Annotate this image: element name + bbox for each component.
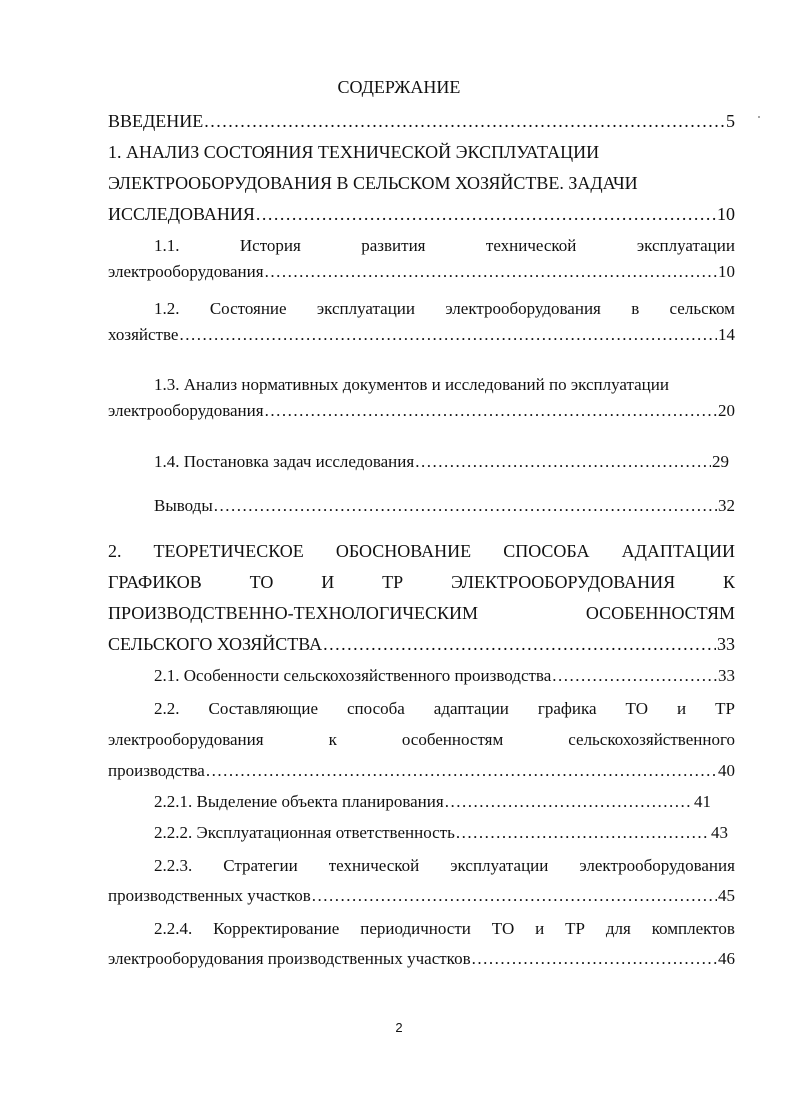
entry-text: электрооборудования	[108, 262, 264, 281]
leader-dots	[456, 820, 710, 846]
toc-entry-1-4	[108, 449, 729, 475]
entry-word: 1.1.	[154, 236, 180, 255]
entry-word: в	[631, 299, 640, 318]
entry-word: ТР	[565, 919, 585, 938]
toc-entry-introduction	[108, 106, 735, 137]
toc-entry-chapter-1	[108, 137, 735, 230]
entry-justified-line	[108, 916, 735, 942]
entry-word: развития	[361, 236, 426, 255]
entry-word: ТР	[382, 572, 404, 592]
entry-page: 40	[718, 761, 735, 780]
entry-justified-line	[108, 536, 735, 567]
toc-entry-2-2-2	[108, 820, 728, 846]
entry-page: 20	[718, 401, 735, 420]
toc-entry-1-2	[108, 296, 735, 348]
entry-word: ГРАФИКОВ	[108, 572, 202, 592]
entry-text: 2.1. Особенности сельскохозяйственного производства	[154, 666, 552, 685]
entry-text: производства	[108, 761, 205, 780]
entry-text: ЭЛЕКТРООБОРУДОВАНИЯ В СЕЛЬСКОМ ХОЗЯЙСТВЕ. ЗАДАЧИ	[108, 173, 638, 193]
leader-dots	[323, 629, 716, 660]
entry-justified-line	[108, 567, 735, 598]
entry-word: К	[722, 572, 735, 592]
entry-word: электрооборудования	[108, 730, 264, 749]
entry-text: 1.3. Анализ нормативных документов и исследований по эксплуатации	[154, 375, 669, 394]
entry-justified-line	[108, 598, 735, 629]
entry-word: эксплуатации	[636, 236, 735, 255]
entry-justified-line	[108, 853, 735, 879]
entry-page: 10	[717, 204, 735, 224]
toc-entry-1-1	[108, 233, 735, 285]
entry-word: ОСОБЕННОСТЯМ	[585, 603, 735, 623]
leader-dots	[445, 789, 693, 815]
entry-text: 2.2.2. Эксплуатационная ответственность	[154, 823, 455, 842]
toc-entry-2-2	[108, 696, 735, 784]
entry-text: ВВЕДЕНИЕ	[108, 111, 204, 131]
entry-text: ИССЛЕДОВАНИЯ	[108, 204, 255, 224]
entry-page: 29	[712, 452, 729, 471]
entry-word: графика	[537, 699, 597, 718]
entry-word: Составляющие	[208, 699, 319, 718]
toc-entry-chapter-2	[108, 536, 735, 660]
entry-word: эксплуатации	[316, 299, 415, 318]
entry-text: производственных участков	[108, 886, 311, 905]
entry-word: ТО	[249, 572, 274, 592]
entry-word: ТР	[715, 699, 735, 718]
entry-word: 2.2.4.	[154, 919, 193, 938]
entry-word: к	[328, 730, 337, 749]
entry-text: электрооборудования производственных участков	[108, 949, 471, 968]
entry-text: Выводы	[154, 496, 213, 515]
toc-entry-2-1	[108, 663, 735, 689]
entry-word: И	[321, 572, 335, 592]
leader-dots	[415, 449, 711, 475]
entry-word: эксплуатации	[450, 856, 549, 875]
entry-word: 2.2.3.	[154, 856, 193, 875]
entry-page: 32	[718, 496, 735, 515]
entry-word: ОБОСНОВАНИЕ	[335, 541, 472, 561]
entry-word: Стратегии	[223, 856, 298, 875]
entry-word: сельском	[669, 299, 735, 318]
entry-text: 1.4. Постановка задач исследования	[154, 452, 415, 471]
toc-entry-2-2-3	[108, 853, 735, 909]
entry-word: ПРОИЗВОДСТВЕННО-ТЕХНОЛОГИЧЕСКИМ	[108, 603, 479, 623]
entry-word: СПОСОБА	[503, 541, 590, 561]
entry-text: электрооборудования	[108, 401, 264, 420]
entry-page: 43	[711, 823, 728, 842]
entry-page: 46	[718, 949, 735, 968]
leader-dots	[472, 946, 717, 972]
entry-word: 2.2.	[154, 699, 180, 718]
leader-dots	[179, 322, 717, 348]
entry-word: История	[239, 236, 301, 255]
entry-word: и	[535, 919, 545, 938]
page-number: 2	[395, 1020, 403, 1035]
entry-word: способа	[347, 699, 405, 718]
toc-entry-1-3	[108, 372, 735, 424]
entry-word: Корректирование	[213, 919, 340, 938]
leader-dots	[552, 663, 717, 689]
entry-text: СЕЛЬСКОГО ХОЗЯЙСТВА	[108, 634, 323, 654]
entry-word: 2.	[108, 541, 122, 561]
entry-justified-line	[108, 727, 735, 753]
toc-entry-conclusions	[108, 493, 735, 519]
entry-word: АДАПТАЦИИ	[621, 541, 735, 561]
entry-page: 14	[718, 325, 735, 344]
entry-word: технической	[485, 236, 577, 255]
leader-dots	[265, 259, 717, 285]
entry-word: ТО	[491, 919, 515, 938]
leader-dots	[206, 758, 717, 784]
leader-dots	[204, 106, 725, 137]
entry-word: сельскохозяйственного	[568, 730, 735, 749]
entry-word: электрооборудования	[579, 856, 735, 875]
entry-page: 33	[717, 634, 735, 654]
entry-word: для	[605, 919, 631, 938]
entry-word: особенностям	[401, 730, 504, 749]
entry-text: 2.2.1. Выделение объекта планирования	[154, 792, 444, 811]
entry-page: 45	[718, 886, 735, 905]
leader-dots	[214, 493, 717, 519]
toc-entry-2-2-4	[108, 916, 735, 972]
entry-word: ТО	[625, 699, 648, 718]
toc-title: СОДЕРЖАНИЕ	[337, 77, 461, 97]
entry-page: 33	[718, 666, 735, 685]
entry-text: 1. АНАЛИЗ СОСТОЯНИЯ ТЕХНИЧЕСКОЙ ЭКСПЛУАТАЦИИ	[108, 142, 600, 162]
entry-justified-line	[108, 296, 735, 322]
entry-page: 41	[694, 792, 711, 811]
scan-speck	[758, 116, 760, 118]
entry-justified-line	[108, 696, 735, 722]
leader-dots	[312, 883, 717, 909]
entry-word: технической	[328, 856, 420, 875]
entry-word: Состояние	[209, 299, 287, 318]
entry-word: 1.2.	[154, 299, 180, 318]
entry-word: комплектов	[651, 919, 735, 938]
entry-word: периодичности	[360, 919, 471, 938]
entry-page: 5	[726, 111, 735, 131]
entry-word: электрооборудования	[445, 299, 601, 318]
entry-word: ТЕОРЕТИЧЕСКОЕ	[153, 541, 304, 561]
entry-word: адаптации	[433, 699, 509, 718]
entry-justified-line	[108, 233, 735, 259]
entry-word: ЭЛЕКТРООБОРУДОВАНИЯ	[451, 572, 676, 592]
leader-dots	[256, 199, 716, 230]
entry-text: хозяйстве	[108, 325, 179, 344]
entry-page: 10	[718, 262, 735, 281]
leader-dots	[265, 398, 717, 424]
toc-entry-2-2-1	[108, 789, 711, 815]
entry-word: и	[676, 699, 687, 718]
